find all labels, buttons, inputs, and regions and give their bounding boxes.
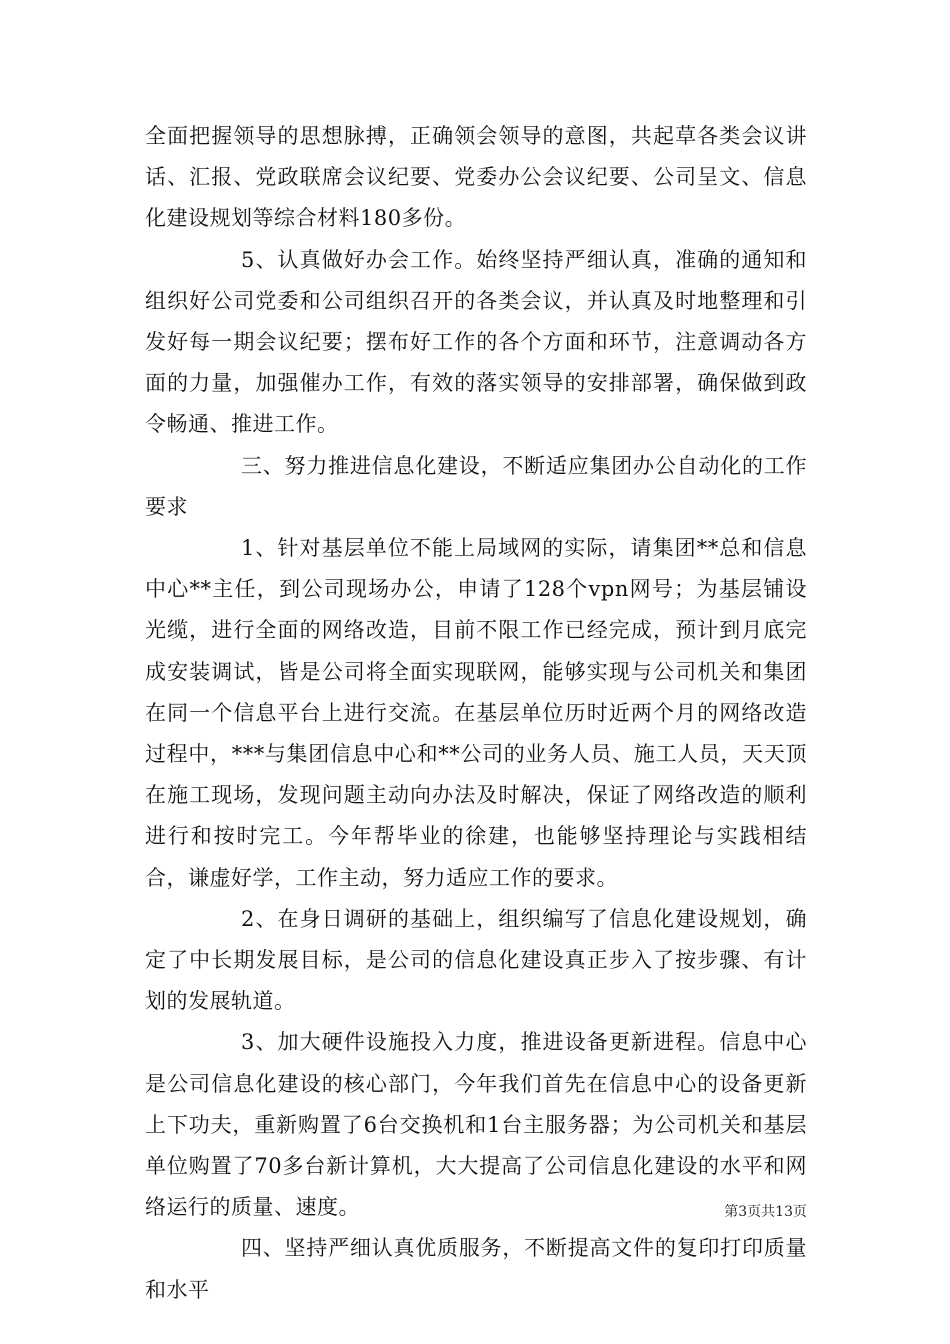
paragraph-item-1: 1、针对基层单位不能上局域网的实际，请集团**总和信息中心**主任，到公司现场办公，申请了128个vpn网号；为基层铺设光缆，进行全面的网络改造，目前不限工作已经完成，预计到月底完成安装调试，皆是公司将全面实现联网，能够实现与公司机关和集团在同一个信息平台上进行交流。在基层单位历时近两个月的网络改造过程中，***与集团信息中心和**公司的业务人员、施工人员，天天顶在施工现场，发现问题主动向办法及时解决，保证了网络改造的顺利进行和按时完工。今年帮毕业的徐建，也能够坚持理论与实践相结合，谦虚好学，工作主动，努力适应工作的要求。 (145, 536, 807, 890)
paragraph-item-2: 2、在身日调研的基础上，组织编写了信息化建设规划，确定了中长期发展目标，是公司的信息化建设真正步入了按步骤、有计划的发展轨道。 (145, 906, 807, 1014)
paragraph-item-3: 3、加大硬件设施投入力度，推进设备更新进程。信息中心是公司信息化建设的核心部门，今年我们首先在信息中心的设备更新上下功夫，重新购置了6台交换机和1台主服务器；为公司机关和基层单位购置了70多台新计算机，大大提高了公司信息化建设的水平和网络运行的质量、速度。 (145, 1030, 807, 1220)
paragraph-continuation: 全面把握领导的思想脉搏，正确领会领导的意图，共起草各类会议讲话、汇报、党政联席会议纪要、党委办公会议纪要、公司呈文、信息化建设规划等综合材料180多份。 (145, 124, 807, 231)
page-number: 第3页共13页 (724, 1204, 807, 1220)
section-heading-4: 四、坚持严细认真优质服务，不断提高文件的复印打印质量和水平 (145, 1236, 807, 1302)
section-heading-3: 三、努力推进信息化建设，不断适应集团办公自动化的工作要求 (145, 453, 807, 519)
paragraph-item-5: 5、认真做好办会工作。始终坚持严细认真，准确的通知和组织好公司党委和公司组织召开的各类会议，并认真及时地整理和引发好每一期会议纪要；摆布好工作的各个方面和环节，注意调动各方面的力量，加强催办工作，有效的落实领导的安排部署，确保做到政令畅通、推进工作。 (145, 247, 807, 437)
document-body (145, 116, 807, 1311)
